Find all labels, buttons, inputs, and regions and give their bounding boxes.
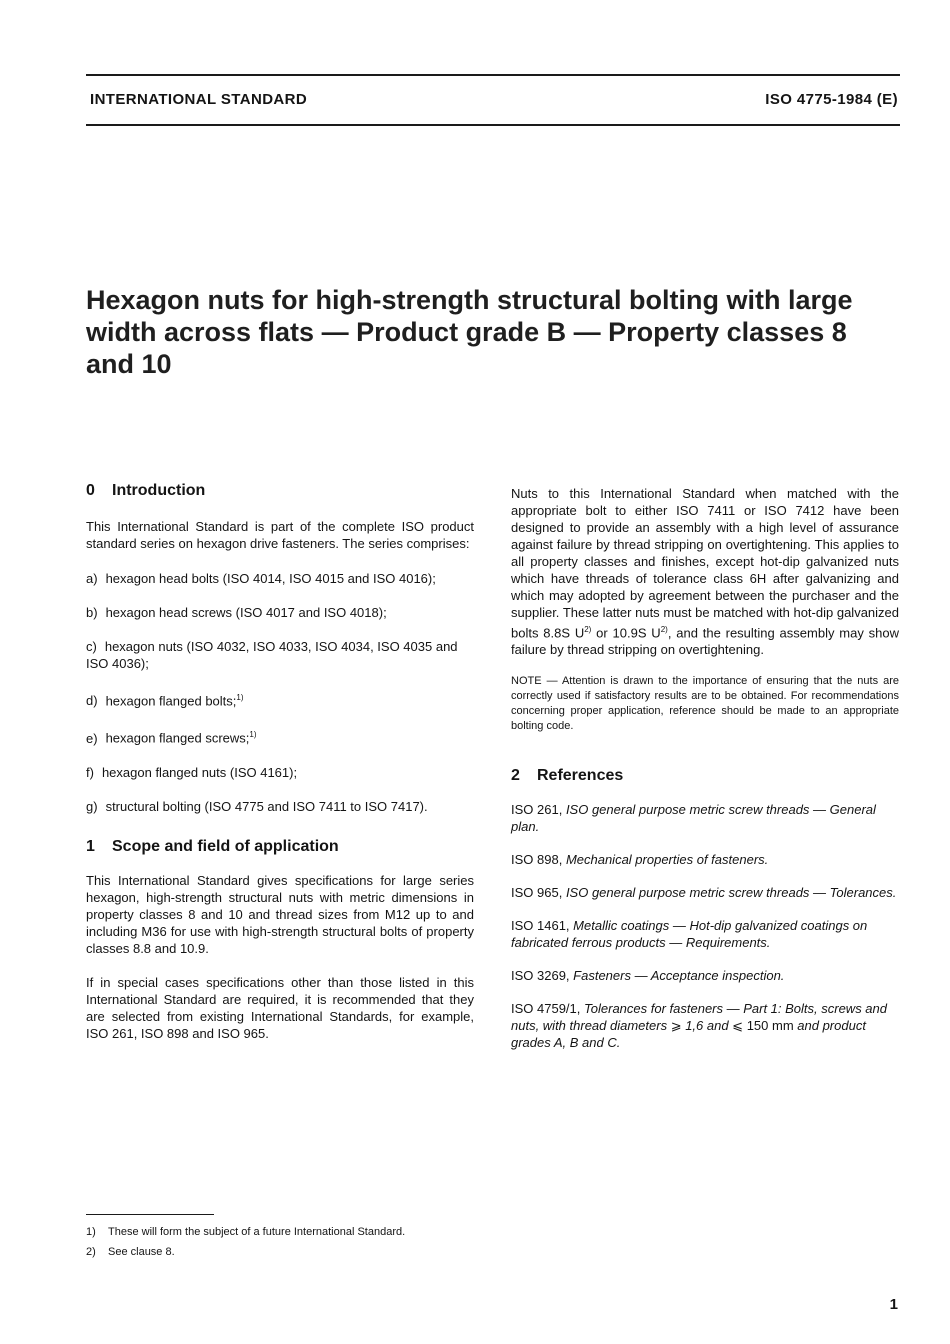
scope-paragraph-2: If in special cases specifications other than those listed in this International Standard are required, it is recommended that they are selected from existing International Standards, for example, ISO 261, ISO 898 and ISO 965. bbox=[86, 974, 474, 1041]
footnote-rule bbox=[86, 1214, 214, 1215]
document-title: Hexagon nuts for high-strength structural bolting with large width across flats — Product grade B — Property classes 8 and 10 bbox=[86, 285, 853, 379]
header-top-rule bbox=[86, 74, 900, 76]
section-introduction-heading bbox=[86, 482, 474, 499]
section-title: Scope and field of application bbox=[112, 837, 339, 855]
footnote: 1) These will form the subject of a future International Standard. bbox=[86, 1226, 406, 1238]
section-title: Introduction bbox=[112, 482, 206, 499]
reference-item: ISO 965, ISO general purpose metric screw threads — Tolerances. bbox=[511, 885, 897, 901]
list-item: e) hexagon flanged screws;$^{1)}$ bbox=[86, 730, 257, 746]
footnote-ref: 1) bbox=[236, 693, 244, 702]
footnote-ref: 1) bbox=[249, 730, 257, 740]
footnote-ref: 2) bbox=[660, 625, 668, 634]
footnote: 2) See clause 8. bbox=[86, 1246, 175, 1258]
scope-paragraph-1: This International Standard gives specifications for large series hexagon, high-strength structural nuts with metric dimensions in property classes 8 and 10 and thread sizes from M12 up to and including M36 for use with high-strength structural bolts of property classes 8.8 and 10.9. bbox=[86, 872, 474, 956]
footnote-ref: 2) bbox=[584, 625, 592, 634]
section-scope-heading bbox=[86, 838, 474, 855]
reference-item: ISO 4759/1, Tolerances for fasteners — Part 1: Bolts, screws and nuts, with thread diameters ⩾ 1,6 and ⩽ 150 mm and product grades A, B and C. bbox=[511, 1001, 888, 1051]
reference-item: ISO 898, Mechanical properties of fasteners. bbox=[511, 852, 769, 868]
header-standard-type: INTERNATIONAL STANDARD bbox=[90, 91, 308, 108]
reference-item: ISO 261, ISO general purpose metric screw threads — General plan. bbox=[511, 802, 876, 835]
section-number: 2 bbox=[511, 767, 520, 785]
section-number: 0 bbox=[86, 482, 95, 499]
header-bottom-rule bbox=[86, 124, 900, 126]
section-references-heading bbox=[511, 767, 899, 784]
reference-item: ISO 1461, Metallic coatings — Hot-dip galvanized coatings on fabricated ferrous products — Requirements. bbox=[511, 918, 868, 951]
introduction-paragraph: This International Standard is part of the complete ISO product standard series on hexagon drive fasteners. The series comprises: bbox=[86, 519, 474, 551]
list-item: c) hexagon nuts (ISO 4032, ISO 4033, ISO 4034, ISO 4035 and ISO 4036); bbox=[86, 639, 458, 671]
section-number: 1 bbox=[86, 837, 95, 855]
list-item: a) hexagon head bolts (ISO 4014, ISO 4015 and ISO 4016); bbox=[86, 571, 436, 586]
note-paragraph: NOTE — Attention is drawn to the importance of ensuring that the nuts are correctly used if satisfactory results are to be obtained. For recommendations concerning proper application, reference should be made to an appropriate bolting code. bbox=[511, 675, 899, 733]
right-column bbox=[511, 482, 899, 1051]
list-item: d) hexagon flanged bolts;$^{1)}$ bbox=[86, 693, 244, 709]
list-item: f) hexagon flanged nuts (ISO 4161); bbox=[86, 764, 298, 780]
header-standard-number: ISO 4775-1984 (E) bbox=[765, 91, 898, 108]
list-item: b) hexagon head screws (ISO 4017 and ISO 4018); bbox=[86, 605, 387, 620]
left-column bbox=[86, 482, 474, 1042]
page-number: 1 bbox=[889, 1296, 898, 1313]
reference-item: ISO 3269, Fasteners — Acceptance inspection. bbox=[511, 968, 785, 984]
list-item: g) structural bolting (ISO 4775 and ISO 7411 to ISO 7417). bbox=[86, 798, 428, 814]
nuts-paragraph: Nuts to this International Standard when matched with the appropriate bolt to either ISO 7411 or ISO 7412 have been designed to provide an assembly with a high level of assurance against failure by thread stripping on overtightening. This applies to all property classes and finishes, except hot-dip galvanized nuts which have threads of tolerance class 6H after galvanizing and which may adopted by agreement between the purchaser and the supplier. These latter nuts must be matched with hot-dip galvanized bolts 8.8S $U^{2)}$ or 10.9S $U^{2)}$, and the resulting assembly may show failure by thread stripping on overtightening. bbox=[511, 486, 899, 658]
section-title: References bbox=[537, 767, 624, 785]
